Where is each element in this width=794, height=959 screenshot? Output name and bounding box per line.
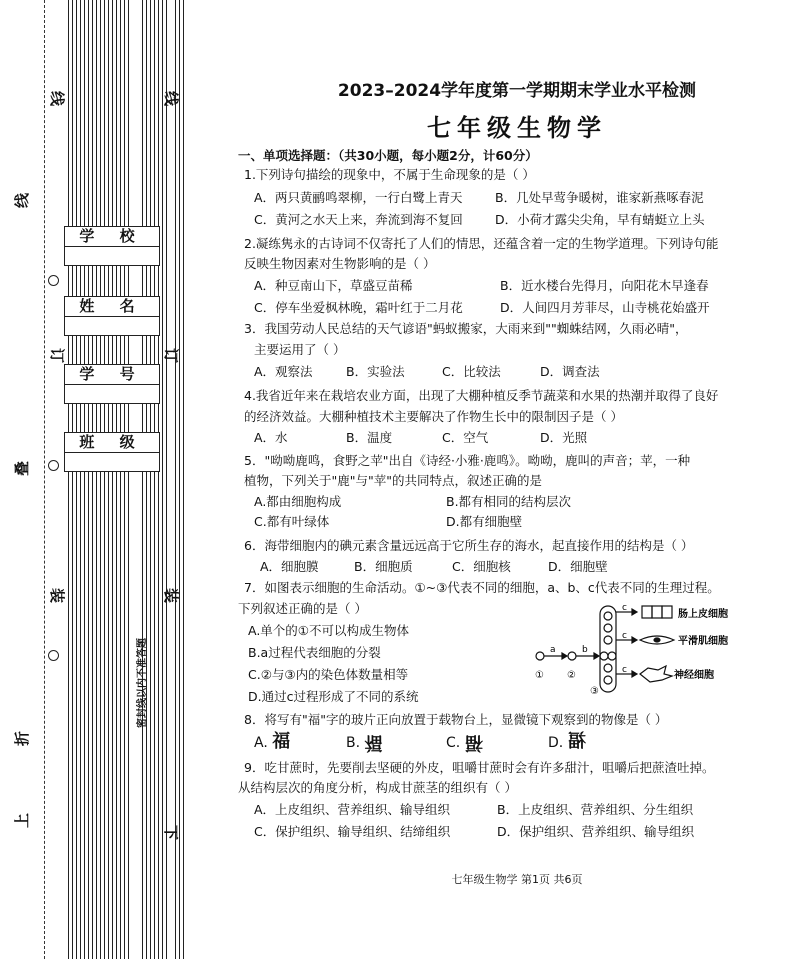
binding-char: 订 <box>162 347 181 364</box>
q8-option-c[interactable] <box>446 734 483 751</box>
q4-option-c[interactable]: C．空气 <box>442 430 489 445</box>
diagram-process-a: a <box>550 645 556 655</box>
q3-option-d[interactable]: D．调查法 <box>540 364 600 379</box>
seal-note: 密封线以内不准答题 <box>137 638 148 728</box>
q5-stem-cont: 植物，下列关于"鹿"与"苹"的共同特点，叙述正确的是 <box>244 473 542 488</box>
smooth-muscle-cell-label: 平滑肌细胞 <box>678 636 728 647</box>
cell-activity-diagram <box>532 604 772 694</box>
section-heading: 一、单项选择题：（共30小题，每小题2分，计60分） <box>238 148 538 163</box>
binding-hole <box>48 650 59 661</box>
fu-char-flipped-vertical: 福 <box>364 732 383 753</box>
page-footer: 七年级生物学 第1页 共6页 <box>451 873 583 886</box>
q1-option-a[interactable]: A．两只黄鹂鸣翠柳，一行白鹭上青天 <box>254 190 463 205</box>
q3-option-a[interactable]: A．观察法 <box>254 364 313 379</box>
q6-option-c[interactable]: C．细胞核 <box>452 559 511 574</box>
q8-option-d-letter: D. <box>548 735 564 751</box>
fu-char-rotated-180: 福 <box>464 732 483 753</box>
q5-option-c[interactable]: C.都有叶绿体 <box>254 514 330 529</box>
q7-option-b[interactable]: B.a过程代表细胞的分裂 <box>248 645 381 660</box>
name-field[interactable] <box>64 296 160 336</box>
q1-option-d[interactable]: D．小荷才露尖尖角，早有蜻蜓立上头 <box>495 212 705 227</box>
binding-char: 装 <box>48 587 67 604</box>
q8-option-c-letter: C. <box>446 735 461 751</box>
diagram-label-3: ③ <box>590 686 599 694</box>
fold-line <box>44 0 45 959</box>
q9-option-b[interactable]: B．上皮组织、营养组织、分生组织 <box>497 802 694 817</box>
q7-option-a[interactable]: A.单个的①不可以构成生物体 <box>248 623 410 638</box>
q1-option-c[interactable]: C．黄河之水天上来，奔流到海不复回 <box>254 212 463 227</box>
q6-stem: 6．海带细胞内的碘元素含量远远高于它所生存的海水，起直接作用的结构是（ ） <box>244 538 694 553</box>
q1-option-b[interactable]: B．几处早莺争暖树，谁家新燕啄春泥 <box>495 190 704 205</box>
q7-option-d[interactable]: D.通过c过程形成了不同的系统 <box>248 689 419 704</box>
q3-stem-cont: 主要运用了（ ） <box>254 342 346 357</box>
diagram-process-c: c <box>622 631 627 641</box>
q9-stem-cont: 从结构层次的角度分析，构成甘蔗茎的组织有（ ） <box>238 780 517 795</box>
q4-stem: 4.我省近年来在栽培农业方面，出现了大棚种植反季节蔬菜和水果的热潮并取得了良好 <box>244 388 719 403</box>
q5-stem: 5．"呦呦鹿鸣，食野之苹"出自《诗经·小雅·鹿鸣》。呦呦，鹿叫的声音；苹，一种 <box>244 453 691 468</box>
q4-option-a[interactable]: A．水 <box>254 430 288 445</box>
q7-stem-cont: 下列叙述正确的是（ ） <box>238 601 367 616</box>
binding-hole <box>48 275 59 286</box>
student-id-field[interactable] <box>64 364 160 404</box>
binding-strip <box>0 0 240 959</box>
q4-option-d[interactable]: D．光照 <box>540 430 588 445</box>
q9-option-d[interactable]: D．保护组织、营养组织、输导组织 <box>497 824 695 839</box>
class-label: 班 级 <box>65 433 159 453</box>
q7-stem: 7．如图表示细胞的生命活动。①~③代表不同的细胞，a、b、c代表不同的生理过程。 <box>244 580 720 595</box>
q3-stem: 3．我国劳动人民总结的天气谚语"蚂蚁搬家，大雨来到""蜘蛛结网，久雨必晴"， <box>244 321 688 336</box>
q3-option-b[interactable]: B．实验法 <box>346 364 405 379</box>
binding-char: 线 <box>48 90 67 107</box>
diagram-process-c: c <box>622 604 627 613</box>
binding-char: 线 <box>13 192 32 209</box>
binding-char: 下 <box>162 824 181 841</box>
diagram-label-2: ② <box>567 670 576 681</box>
class-field[interactable] <box>64 432 160 472</box>
q5-option-d[interactable]: D.都有细胞壁 <box>446 514 523 529</box>
binding-char: 折 <box>13 730 32 747</box>
q9-stem: 9．吃甘蔗时，先要削去坚硬的外皮，咀嚼甘蔗时会有许多甜汁，咀嚼后把蔗渣吐掉。 <box>244 760 715 775</box>
q8-option-b-letter: B. <box>346 735 361 751</box>
q9-option-a[interactable]: A．上皮组织、营养组织、输导组织 <box>254 802 451 817</box>
q5-option-a[interactable]: A.都由细胞构成 <box>254 494 342 509</box>
diagram-label-1: ① <box>535 670 544 681</box>
q7-option-c[interactable]: C.②与③内的染色体数量相等 <box>248 667 409 682</box>
q9-option-c[interactable]: C．保护组织、输导组织、结缔组织 <box>254 824 451 839</box>
q3-option-c[interactable]: C．比较法 <box>442 364 501 379</box>
fu-char-mirrored: 福 <box>567 731 586 752</box>
q8-option-a-letter: A. <box>254 735 268 751</box>
school-label: 学 校 <box>65 227 159 247</box>
intestinal-epithelial-cell-label: 肠上皮细胞 <box>678 609 728 620</box>
q4-option-b[interactable]: B．温度 <box>346 430 393 445</box>
nerve-cell-label: 神经细胞 <box>674 670 714 681</box>
q2-stem-cont: 反映生物因素对生物影响的是（ ） <box>244 256 436 271</box>
fu-char-normal: 福 <box>272 731 291 752</box>
q6-option-d[interactable]: D．细胞壁 <box>548 559 608 574</box>
q2-option-a[interactable]: A．种豆南山下，草盛豆苗稀 <box>254 278 413 293</box>
q8-option-a[interactable] <box>254 731 291 752</box>
student-id-label: 学 号 <box>65 365 159 385</box>
school-field[interactable] <box>64 226 160 266</box>
binding-hole <box>48 460 59 471</box>
q6-option-b[interactable]: B．细胞质 <box>354 559 413 574</box>
binding-char: 订 <box>48 347 67 364</box>
q6-option-a[interactable]: A．细胞膜 <box>260 559 319 574</box>
diagram-process-c: c <box>622 665 627 675</box>
diagram-process-b: b <box>582 645 588 655</box>
q1-stem: 1.下列诗句描绘的现象中，不属于生命现象的是（ ） <box>244 167 535 182</box>
q2-option-c[interactable]: C．停车坐爱枫林晚，霜叶红于二月花 <box>254 300 463 315</box>
q8-option-b[interactable] <box>346 734 383 751</box>
q5-option-b[interactable]: B.都有相同的结构层次 <box>446 494 572 509</box>
name-label: 姓 名 <box>65 297 159 317</box>
cell-1-circle <box>536 652 544 660</box>
binding-char: 线 <box>162 90 181 107</box>
q8-option-d[interactable] <box>548 731 586 752</box>
binding-char: 上 <box>13 812 32 829</box>
exam-title: 2023–2024学年度第一学期期末学业水平检测 <box>337 81 697 101</box>
exam-subject: 七年级生物学 <box>427 114 607 142</box>
binding-char: 装 <box>162 587 181 604</box>
q2-option-b[interactable]: B．近水楼台先得月，向阳花木早逢春 <box>500 278 709 293</box>
q8-stem: 8．将写有"福"字的玻片正向放置于载物台上，显微镜下观察到的物像是（ ） <box>244 712 668 727</box>
q2-option-d[interactable]: D．人间四月芳菲尽，山寺桃花始盛开 <box>500 300 710 315</box>
q2-stem: 2.凝练隽永的古诗词不仅寄托了人们的情思，还蕴含着一定的生物学道理。下列诗句能 <box>244 236 719 251</box>
q4-stem-cont: 的经济效益。大棚种植技术主要解决了作物生长中的限制因子是（ ） <box>244 409 623 424</box>
binding-char: 叠 <box>13 460 32 477</box>
